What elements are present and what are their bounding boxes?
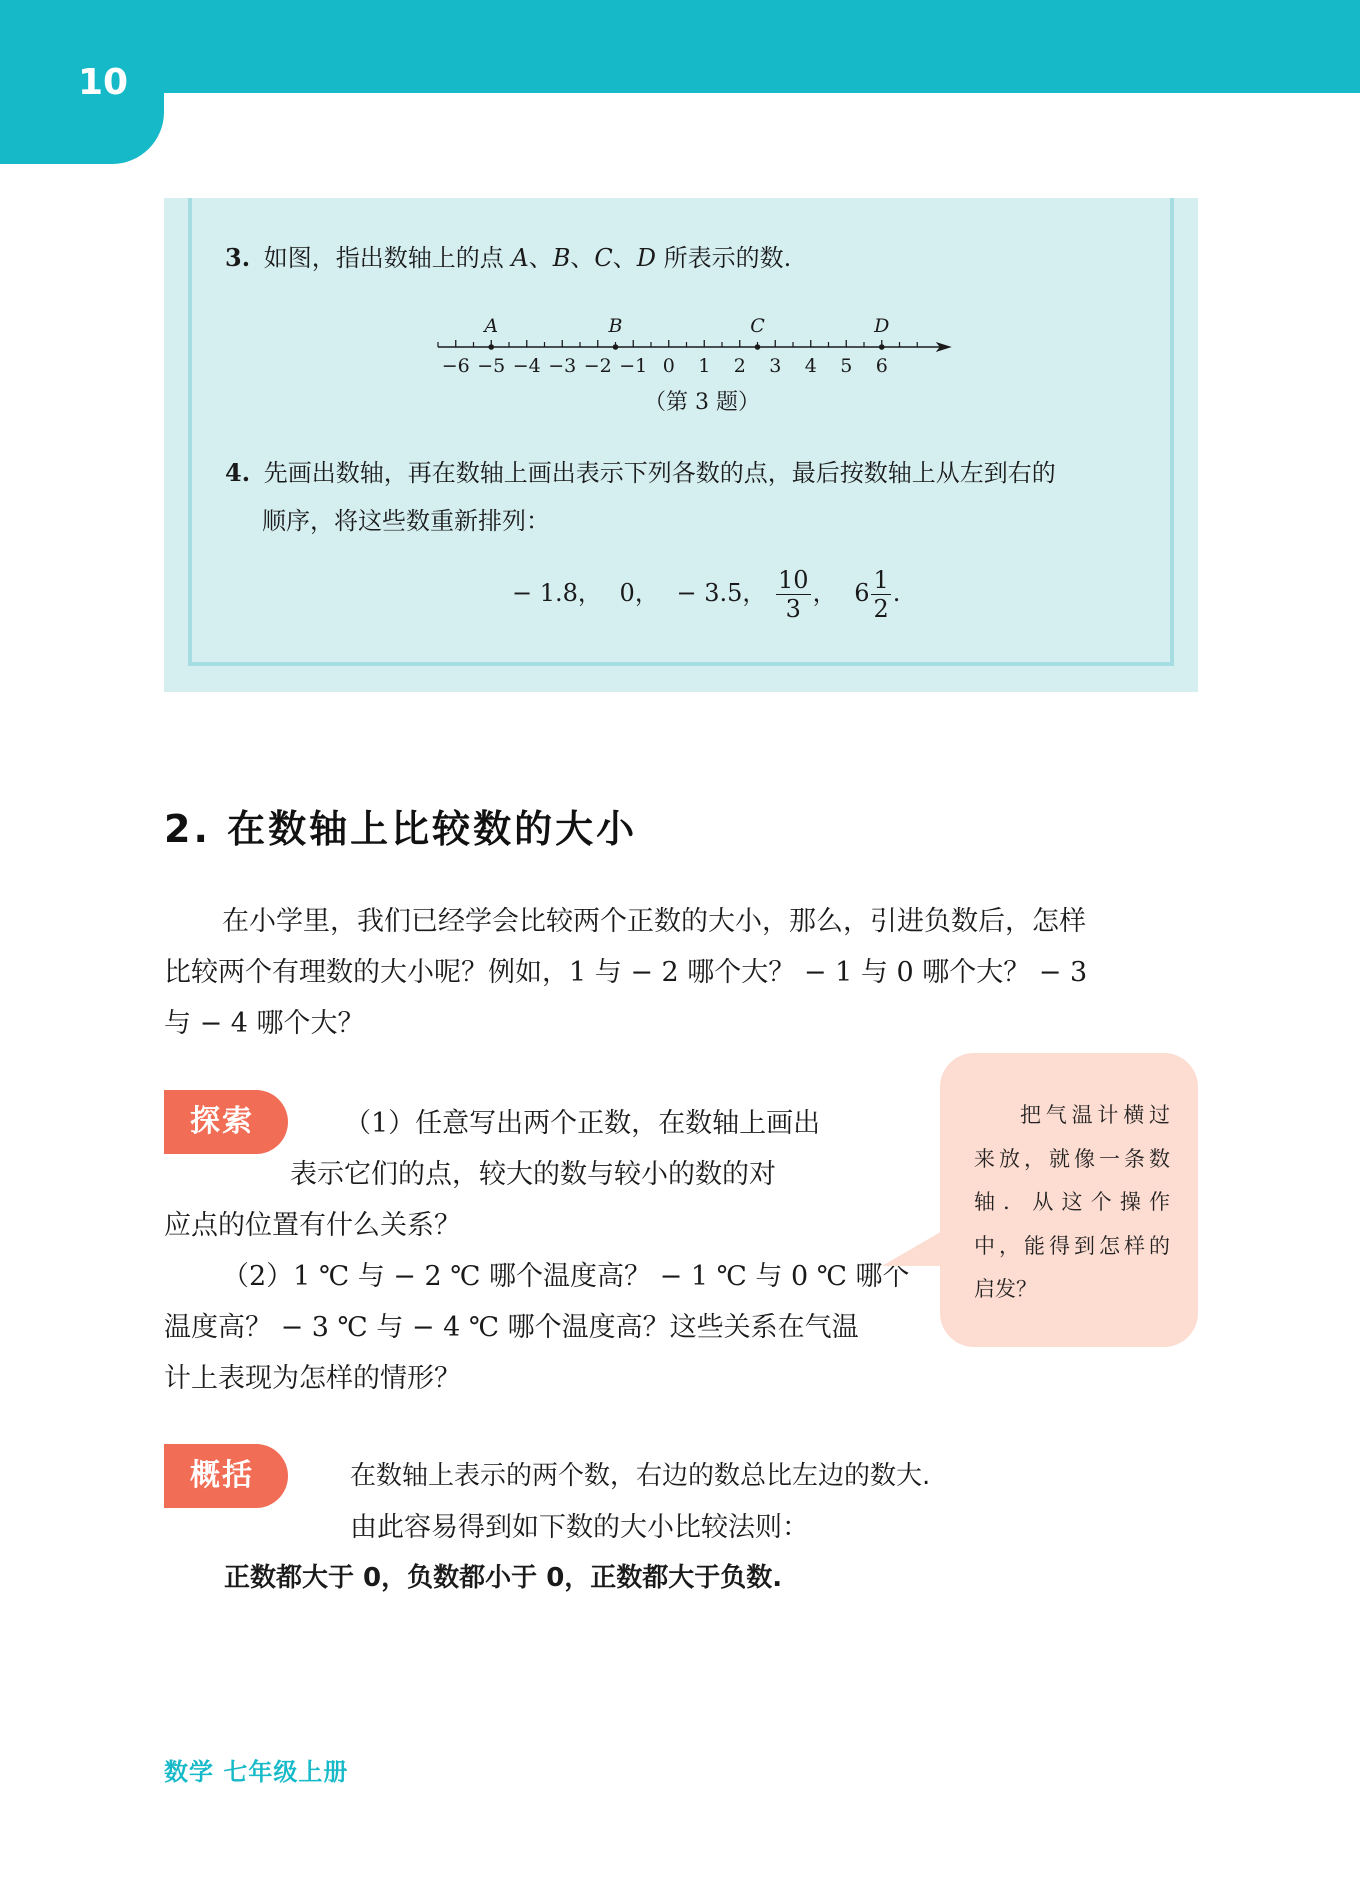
question-3-label-c: C	[594, 244, 613, 272]
question-4-text-1: 先画出数轴，再在数轴上画出表示下列各数的点，最后按数轴上从左到右的	[263, 459, 1056, 487]
summary-rule: 正数都大于 0，负数都小于 0，正数都大于负数.	[224, 1563, 783, 1593]
section-title: 2. 在数轴上比较数的大小	[164, 807, 638, 851]
point-a-label: A	[484, 315, 499, 337]
explore-line-1: （1）任意写出两个正数，在数轴上画出	[344, 1108, 821, 1139]
fraction-denominator: 3	[785, 595, 801, 623]
point-b-label: B	[608, 315, 623, 337]
point-b-dot	[613, 344, 619, 350]
question-3-text-a: 如图，指出数轴上的点	[263, 244, 512, 272]
explore-line-5: 温度高？ − 3 ℃ 与 − 4 ℃ 哪个温度高？这些关系在气温	[164, 1312, 859, 1343]
tick-label: 4	[804, 355, 817, 377]
number-item: − 1.8，	[512, 579, 602, 607]
separator: 、	[570, 244, 595, 272]
tick-label: 3	[769, 355, 782, 377]
tick-label: −5	[477, 355, 506, 377]
tick-label: 5	[840, 355, 853, 377]
question-4-numbers	[512, 566, 900, 623]
question-4-number: 4.	[225, 458, 251, 487]
summary-tag: 概括	[164, 1444, 288, 1508]
point-c-label: C	[750, 315, 765, 337]
mixed-end-period: .	[892, 579, 901, 607]
tick-label: −6	[441, 355, 470, 377]
point-c-dot	[755, 344, 761, 350]
question-3-text-b: 所表示的数.	[655, 244, 792, 272]
question-3-label-d: D	[636, 244, 656, 272]
mixed-fraction	[871, 566, 890, 623]
mixed-whole: 6	[854, 579, 870, 607]
fraction-ten-thirds	[776, 566, 811, 623]
tick-label: 6	[875, 355, 888, 377]
intro-line-3: 与 − 4 哪个大？	[164, 1008, 365, 1039]
tick-label: 2	[733, 355, 746, 377]
explore-line-6: 计上表现为怎样的情形？	[164, 1363, 461, 1394]
bubble-line: 中，能得到怎样的	[974, 1233, 1170, 1258]
explore-line-3: 应点的位置有什么关系？	[164, 1210, 461, 1241]
question-3-label-a: A	[511, 244, 529, 272]
fraction-numerator: 1	[873, 566, 889, 594]
question-4-line-1	[225, 458, 1056, 488]
bubble-line: 启发？	[974, 1277, 1037, 1301]
footer-book-title: 数学 七年级上册	[164, 1758, 349, 1786]
tick-label: −2	[583, 355, 612, 377]
question-4-line-2: 顺序，将这些数重新排列：	[262, 507, 550, 535]
bubble-line: 把气温计横过	[1020, 1103, 1170, 1127]
number-item: 0，	[619, 579, 659, 607]
point-a-dot	[488, 344, 494, 350]
page-number: 10	[78, 62, 129, 103]
question-3-caption: （第 3 题）	[644, 390, 760, 415]
tick-label: −1	[619, 355, 648, 377]
explore-line-4: （2）1 ℃ 与 − 2 ℃ 哪个温度高？ − 1 ℃ 与 0 ℃ 哪个	[222, 1261, 910, 1292]
question-3-number: 3.	[225, 243, 251, 272]
fraction-numerator: 10	[778, 566, 809, 594]
point-d-dot	[879, 344, 885, 350]
explore-tag: 探索	[164, 1090, 288, 1154]
tick-label: 0	[662, 355, 675, 377]
bubble-line: 来放，就像一条数	[974, 1146, 1170, 1171]
separator: 、	[528, 244, 553, 272]
bubble-line: 轴．从这个操作	[974, 1190, 1170, 1214]
tick-label: −4	[512, 355, 541, 377]
speech-bubble-text	[974, 1094, 1170, 1312]
intro-line-2: 比较两个有理数的大小呢？例如，1 与 − 2 哪个大？ − 1 与 0 哪个大？ − 3	[164, 957, 1088, 988]
summary-line-2: 由此容易得到如下数的大小比较法则：	[350, 1512, 809, 1543]
intro-line-1: 在小学里，我们已经学会比较两个正数的大小，那么，引进负数后，怎样	[222, 906, 1086, 937]
explore-line-2: 表示它们的点，较大的数与较小的数的对	[290, 1159, 776, 1190]
fraction-denominator: 2	[873, 595, 889, 623]
question-3	[225, 243, 791, 273]
tick-label: 1	[698, 355, 711, 377]
summary-line-1: 在数轴上表示的两个数，右边的数总比左边的数大.	[350, 1461, 931, 1491]
tick-label: −3	[548, 355, 577, 377]
question-3-label-b: B	[552, 244, 571, 272]
speech-bubble-tail	[882, 1230, 944, 1266]
number-line	[420, 305, 980, 385]
point-d-label: D	[874, 315, 890, 337]
header-band	[0, 0, 1360, 93]
separator: 、	[612, 244, 637, 272]
fraction-separator: ，	[812, 579, 837, 607]
number-item: − 3.5，	[676, 579, 767, 607]
